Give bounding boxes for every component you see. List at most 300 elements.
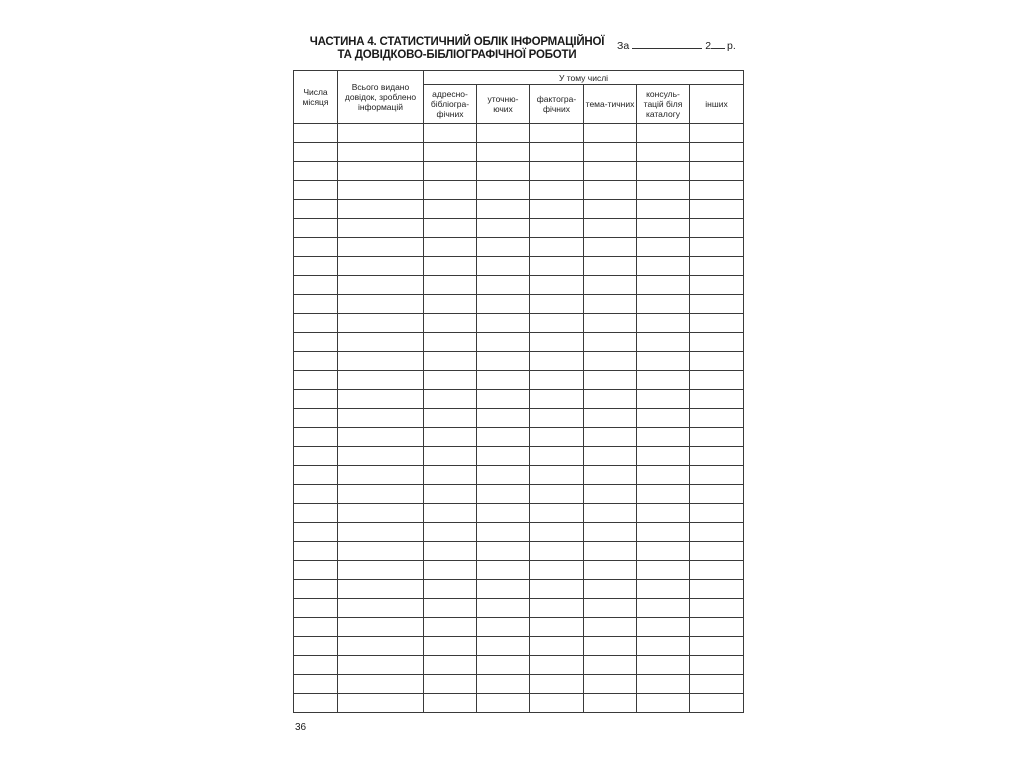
table-cell[interactable] <box>530 428 584 447</box>
table-cell[interactable] <box>477 523 530 542</box>
table-cell[interactable] <box>530 295 584 314</box>
table-row <box>294 561 744 580</box>
table-row <box>294 409 744 428</box>
table-row <box>294 143 744 162</box>
table-cell[interactable] <box>477 200 530 219</box>
table-cell[interactable] <box>584 124 637 143</box>
table-cell[interactable] <box>530 561 584 580</box>
table-cell[interactable] <box>338 162 424 181</box>
table-cell[interactable] <box>338 143 424 162</box>
table-cell[interactable] <box>637 276 690 295</box>
table-cell[interactable] <box>584 485 637 504</box>
table-cell[interactable] <box>294 314 338 333</box>
period-year-prefix: 2 <box>705 40 712 52</box>
table-row <box>294 656 744 675</box>
table-cell[interactable] <box>637 238 690 257</box>
column-header-bibliographic: адресно-бібліогра-фічних <box>424 85 477 124</box>
table-cell[interactable] <box>637 542 690 561</box>
table-cell[interactable] <box>690 447 744 466</box>
table-cell[interactable] <box>530 238 584 257</box>
table-cell[interactable] <box>584 162 637 181</box>
period-suffix: р. <box>727 40 736 52</box>
table-cell[interactable] <box>294 390 338 409</box>
table-cell[interactable] <box>584 333 637 352</box>
table-cell[interactable] <box>690 143 744 162</box>
table-cell[interactable] <box>530 523 584 542</box>
table-cell[interactable] <box>690 561 744 580</box>
table-cell[interactable] <box>637 219 690 238</box>
table-cell[interactable] <box>477 238 530 257</box>
table-body <box>294 124 744 713</box>
table-row <box>294 238 744 257</box>
table-cell[interactable] <box>477 561 530 580</box>
period-blank-field[interactable] <box>632 38 702 49</box>
table-cell[interactable] <box>294 618 338 637</box>
table-cell[interactable] <box>294 257 338 276</box>
table-cell[interactable] <box>637 618 690 637</box>
table-row <box>294 675 744 694</box>
table-cell[interactable] <box>338 656 424 675</box>
table-cell[interactable] <box>584 637 637 656</box>
table-cell[interactable] <box>637 580 690 599</box>
table-cell[interactable] <box>530 675 584 694</box>
page-title-line-1: ЧАСТИНА 4. СТАТИСТИЧНИЙ ОБЛІК ІНФОРМАЦІЙНОЇ <box>309 36 605 48</box>
table-cell[interactable] <box>530 694 584 713</box>
table-cell[interactable] <box>294 428 338 447</box>
table-cell[interactable] <box>530 371 584 390</box>
table-cell[interactable] <box>584 542 637 561</box>
table-row <box>294 333 744 352</box>
table-cell[interactable] <box>637 333 690 352</box>
table-cell[interactable] <box>530 466 584 485</box>
table-cell[interactable] <box>477 219 530 238</box>
table-cell[interactable] <box>294 276 338 295</box>
table-cell[interactable] <box>477 599 530 618</box>
table-cell[interactable] <box>424 466 477 485</box>
table-cell[interactable] <box>424 542 477 561</box>
table-cell[interactable] <box>690 200 744 219</box>
table-row <box>294 428 744 447</box>
table-cell[interactable] <box>690 257 744 276</box>
table-cell[interactable] <box>584 618 637 637</box>
table-row <box>294 542 744 561</box>
table-cell[interactable] <box>530 181 584 200</box>
table-row <box>294 523 744 542</box>
table-cell[interactable] <box>424 371 477 390</box>
table-cell[interactable] <box>294 124 338 143</box>
table-cell[interactable] <box>477 428 530 447</box>
table-cell[interactable] <box>584 466 637 485</box>
table-row <box>294 181 744 200</box>
table-row <box>294 124 744 143</box>
table-cell[interactable] <box>530 162 584 181</box>
table-cell[interactable] <box>424 276 477 295</box>
table-cell[interactable] <box>690 542 744 561</box>
column-header-factual: фактогра-фічних <box>530 85 584 124</box>
table-cell[interactable] <box>584 580 637 599</box>
reporting-period <box>617 38 736 52</box>
table-cell[interactable] <box>637 656 690 675</box>
table-cell[interactable] <box>690 466 744 485</box>
table-cell[interactable] <box>424 295 477 314</box>
column-header-clarifying: уточню-ючих <box>477 85 530 124</box>
table-row <box>294 219 744 238</box>
table-cell[interactable] <box>530 542 584 561</box>
table-cell[interactable] <box>294 238 338 257</box>
table-cell[interactable] <box>294 637 338 656</box>
table-cell[interactable] <box>584 694 637 713</box>
table-cell[interactable] <box>530 390 584 409</box>
table-row <box>294 276 744 295</box>
table-cell[interactable] <box>690 580 744 599</box>
table-cell[interactable] <box>690 656 744 675</box>
table-cell[interactable] <box>637 314 690 333</box>
table-cell[interactable] <box>477 371 530 390</box>
table-cell[interactable] <box>530 200 584 219</box>
table-cell[interactable] <box>690 238 744 257</box>
table-cell[interactable] <box>338 675 424 694</box>
table-cell[interactable] <box>584 561 637 580</box>
table-cell[interactable] <box>294 162 338 181</box>
table-cell[interactable] <box>584 390 637 409</box>
table-cell[interactable] <box>338 618 424 637</box>
table-cell[interactable] <box>424 143 477 162</box>
table-cell[interactable] <box>584 257 637 276</box>
table-cell[interactable] <box>338 333 424 352</box>
table-cell[interactable] <box>294 580 338 599</box>
table-cell[interactable] <box>637 466 690 485</box>
table-cell[interactable] <box>530 143 584 162</box>
table-cell[interactable] <box>690 694 744 713</box>
table-row <box>294 352 744 371</box>
table-cell[interactable] <box>584 143 637 162</box>
table-cell[interactable] <box>294 504 338 523</box>
table-cell[interactable] <box>584 523 637 542</box>
table-cell[interactable] <box>338 637 424 656</box>
table-cell[interactable] <box>424 238 477 257</box>
table-row <box>294 162 744 181</box>
table-row <box>294 618 744 637</box>
table-cell[interactable] <box>424 333 477 352</box>
table-cell[interactable] <box>690 314 744 333</box>
table-cell[interactable] <box>424 219 477 238</box>
table-cell[interactable] <box>294 409 338 428</box>
table-cell[interactable] <box>584 428 637 447</box>
table-cell[interactable] <box>424 618 477 637</box>
table-cell[interactable] <box>690 371 744 390</box>
table-cell[interactable] <box>294 352 338 371</box>
table-cell[interactable] <box>338 599 424 618</box>
table-cell[interactable] <box>294 542 338 561</box>
table-cell[interactable] <box>477 181 530 200</box>
table-cell[interactable] <box>530 618 584 637</box>
table-cell[interactable] <box>690 352 744 371</box>
column-header-total: Всього видано довідок, зроблено інформацій <box>338 71 424 124</box>
table-cell[interactable] <box>477 352 530 371</box>
table-cell[interactable] <box>424 257 477 276</box>
table-cell[interactable] <box>424 390 477 409</box>
column-header-other: інших <box>690 85 744 124</box>
table-cell[interactable] <box>294 219 338 238</box>
table-cell[interactable] <box>424 504 477 523</box>
table-row <box>294 466 744 485</box>
table-cell[interactable] <box>690 504 744 523</box>
table-cell[interactable] <box>690 409 744 428</box>
table-cell[interactable] <box>338 295 424 314</box>
table-cell[interactable] <box>294 371 338 390</box>
table-cell[interactable] <box>477 124 530 143</box>
table-cell[interactable] <box>477 618 530 637</box>
table-cell[interactable] <box>584 599 637 618</box>
table-cell[interactable] <box>477 675 530 694</box>
table-cell[interactable] <box>530 352 584 371</box>
table-cell[interactable] <box>338 504 424 523</box>
page-title-line-2: ТА ДОВІДКОВО-БІБЛІОГРАФІЧНОЇ РОБОТИ <box>337 49 577 61</box>
table-cell[interactable] <box>424 637 477 656</box>
table-cell[interactable] <box>424 428 477 447</box>
table-cell[interactable] <box>637 295 690 314</box>
table-cell[interactable] <box>530 409 584 428</box>
page-number: 36 <box>295 722 307 733</box>
table-cell[interactable] <box>424 656 477 675</box>
table-cell[interactable] <box>424 694 477 713</box>
table-cell[interactable] <box>338 238 424 257</box>
table-cell[interactable] <box>637 257 690 276</box>
table-cell[interactable] <box>477 409 530 428</box>
table-cell[interactable] <box>530 580 584 599</box>
table-cell[interactable] <box>338 390 424 409</box>
table-row <box>294 200 744 219</box>
table-cell[interactable] <box>477 485 530 504</box>
table-cell[interactable] <box>424 447 477 466</box>
table-cell[interactable] <box>294 599 338 618</box>
table-cell[interactable] <box>477 542 530 561</box>
table-row <box>294 314 744 333</box>
table-cell[interactable] <box>584 409 637 428</box>
table-cell[interactable] <box>294 181 338 200</box>
table-cell[interactable] <box>530 485 584 504</box>
table-cell[interactable] <box>584 447 637 466</box>
table-cell[interactable] <box>637 675 690 694</box>
table-cell[interactable] <box>477 390 530 409</box>
table-cell[interactable] <box>530 504 584 523</box>
table-cell[interactable] <box>338 428 424 447</box>
table-cell[interactable] <box>338 409 424 428</box>
column-header-day: Числа місяця <box>294 71 338 124</box>
table-cell[interactable] <box>530 124 584 143</box>
table-cell[interactable] <box>637 485 690 504</box>
table-cell[interactable] <box>424 561 477 580</box>
table-cell[interactable] <box>424 181 477 200</box>
table-cell[interactable] <box>424 580 477 599</box>
table-cell[interactable] <box>637 447 690 466</box>
table-cell[interactable] <box>530 637 584 656</box>
table-cell[interactable] <box>424 162 477 181</box>
table-cell[interactable] <box>338 352 424 371</box>
table-cell[interactable] <box>690 637 744 656</box>
table-cell[interactable] <box>584 504 637 523</box>
table-cell[interactable] <box>637 162 690 181</box>
table-cell[interactable] <box>637 428 690 447</box>
table-cell[interactable] <box>338 466 424 485</box>
statistics-table <box>293 70 744 713</box>
table-cell[interactable] <box>338 542 424 561</box>
table-cell[interactable] <box>338 694 424 713</box>
table-cell[interactable] <box>584 276 637 295</box>
table-cell[interactable] <box>294 143 338 162</box>
table-cell[interactable] <box>477 314 530 333</box>
table-row <box>294 447 744 466</box>
table-cell[interactable] <box>690 390 744 409</box>
table-cell[interactable] <box>530 447 584 466</box>
table-cell[interactable] <box>584 371 637 390</box>
table-row <box>294 485 744 504</box>
table-cell[interactable] <box>584 295 637 314</box>
table-cell[interactable] <box>584 219 637 238</box>
table-cell[interactable] <box>584 314 637 333</box>
table-cell[interactable] <box>338 447 424 466</box>
table-cell[interactable] <box>294 485 338 504</box>
table-cell[interactable] <box>338 276 424 295</box>
table-cell[interactable] <box>477 333 530 352</box>
table-cell[interactable] <box>424 523 477 542</box>
table-cell[interactable] <box>477 580 530 599</box>
table-row <box>294 371 744 390</box>
table-cell[interactable] <box>424 314 477 333</box>
table-cell[interactable] <box>294 333 338 352</box>
table-cell[interactable] <box>637 523 690 542</box>
table-cell[interactable] <box>690 219 744 238</box>
table-cell[interactable] <box>294 523 338 542</box>
table-row <box>294 694 744 713</box>
table-cell[interactable] <box>637 390 690 409</box>
table-cell[interactable] <box>424 485 477 504</box>
table-cell[interactable] <box>477 504 530 523</box>
table-row <box>294 390 744 409</box>
table-cell[interactable] <box>530 314 584 333</box>
table-cell[interactable] <box>424 124 477 143</box>
table-cell[interactable] <box>338 181 424 200</box>
table-cell[interactable] <box>690 523 744 542</box>
page-title <box>297 36 617 62</box>
table-row <box>294 504 744 523</box>
table-cell[interactable] <box>424 200 477 219</box>
table-cell[interactable] <box>338 314 424 333</box>
table-cell[interactable] <box>637 637 690 656</box>
table-cell[interactable] <box>338 580 424 599</box>
table-cell[interactable] <box>530 257 584 276</box>
table-cell[interactable] <box>294 447 338 466</box>
table-cell[interactable] <box>294 200 338 219</box>
table-cell[interactable] <box>424 409 477 428</box>
table-cell[interactable] <box>530 333 584 352</box>
table-cell[interactable] <box>690 276 744 295</box>
table-cell[interactable] <box>530 656 584 675</box>
table-cell[interactable] <box>477 162 530 181</box>
table-cell[interactable] <box>637 504 690 523</box>
table-cell[interactable] <box>690 181 744 200</box>
table-cell[interactable] <box>690 124 744 143</box>
table-cell[interactable] <box>584 181 637 200</box>
table-cell[interactable] <box>584 656 637 675</box>
table-row <box>294 599 744 618</box>
table-cell[interactable] <box>424 599 477 618</box>
table-cell[interactable] <box>637 124 690 143</box>
period-year-blank[interactable] <box>711 38 725 49</box>
table-cell[interactable] <box>690 675 744 694</box>
column-header-thematic: тема-тичних <box>584 85 637 124</box>
table-cell[interactable] <box>584 352 637 371</box>
table-cell[interactable] <box>477 637 530 656</box>
table-row <box>294 580 744 599</box>
table-cell[interactable] <box>530 276 584 295</box>
table-cell[interactable] <box>477 257 530 276</box>
table-cell[interactable] <box>530 599 584 618</box>
table-cell[interactable] <box>338 561 424 580</box>
table-cell[interactable] <box>477 143 530 162</box>
table-cell[interactable] <box>690 295 744 314</box>
table-cell[interactable] <box>294 656 338 675</box>
table-cell[interactable] <box>338 200 424 219</box>
table-cell[interactable] <box>530 219 584 238</box>
table-cell[interactable] <box>637 200 690 219</box>
table-cell[interactable] <box>294 561 338 580</box>
column-group-header: У тому числі <box>424 71 744 85</box>
table-cell[interactable] <box>637 181 690 200</box>
table-cell[interactable] <box>637 352 690 371</box>
table-cell[interactable] <box>637 694 690 713</box>
table-cell[interactable] <box>477 276 530 295</box>
table-cell[interactable] <box>477 656 530 675</box>
table-row <box>294 295 744 314</box>
column-header-catalog-consultations: консуль-тацій біля каталогу <box>637 85 690 124</box>
table-cell[interactable] <box>294 675 338 694</box>
period-prefix: За <box>617 40 630 52</box>
table-cell[interactable] <box>294 466 338 485</box>
table-cell[interactable] <box>294 694 338 713</box>
table-cell[interactable] <box>338 371 424 390</box>
table-cell[interactable] <box>637 561 690 580</box>
table-cell[interactable] <box>690 428 744 447</box>
table-cell[interactable] <box>477 295 530 314</box>
table-row <box>294 257 744 276</box>
table-cell[interactable] <box>690 162 744 181</box>
table-cell[interactable] <box>584 675 637 694</box>
table-cell[interactable] <box>477 466 530 485</box>
table-cell[interactable] <box>338 485 424 504</box>
table-cell[interactable] <box>477 447 530 466</box>
table-cell[interactable] <box>690 485 744 504</box>
table-cell[interactable] <box>637 371 690 390</box>
table-cell[interactable] <box>690 618 744 637</box>
table-cell[interactable] <box>584 238 637 257</box>
table-cell[interactable] <box>477 694 530 713</box>
table-cell[interactable] <box>338 257 424 276</box>
table-cell[interactable] <box>294 295 338 314</box>
table-cell[interactable] <box>690 599 744 618</box>
table-cell[interactable] <box>424 675 477 694</box>
table-row <box>294 637 744 656</box>
table-cell[interactable] <box>637 409 690 428</box>
table-cell[interactable] <box>338 219 424 238</box>
table-cell[interactable] <box>424 352 477 371</box>
table-cell[interactable] <box>338 124 424 143</box>
table-cell[interactable] <box>637 599 690 618</box>
table-cell[interactable] <box>338 523 424 542</box>
table-cell[interactable] <box>584 200 637 219</box>
table-cell[interactable] <box>690 333 744 352</box>
table-cell[interactable] <box>637 143 690 162</box>
